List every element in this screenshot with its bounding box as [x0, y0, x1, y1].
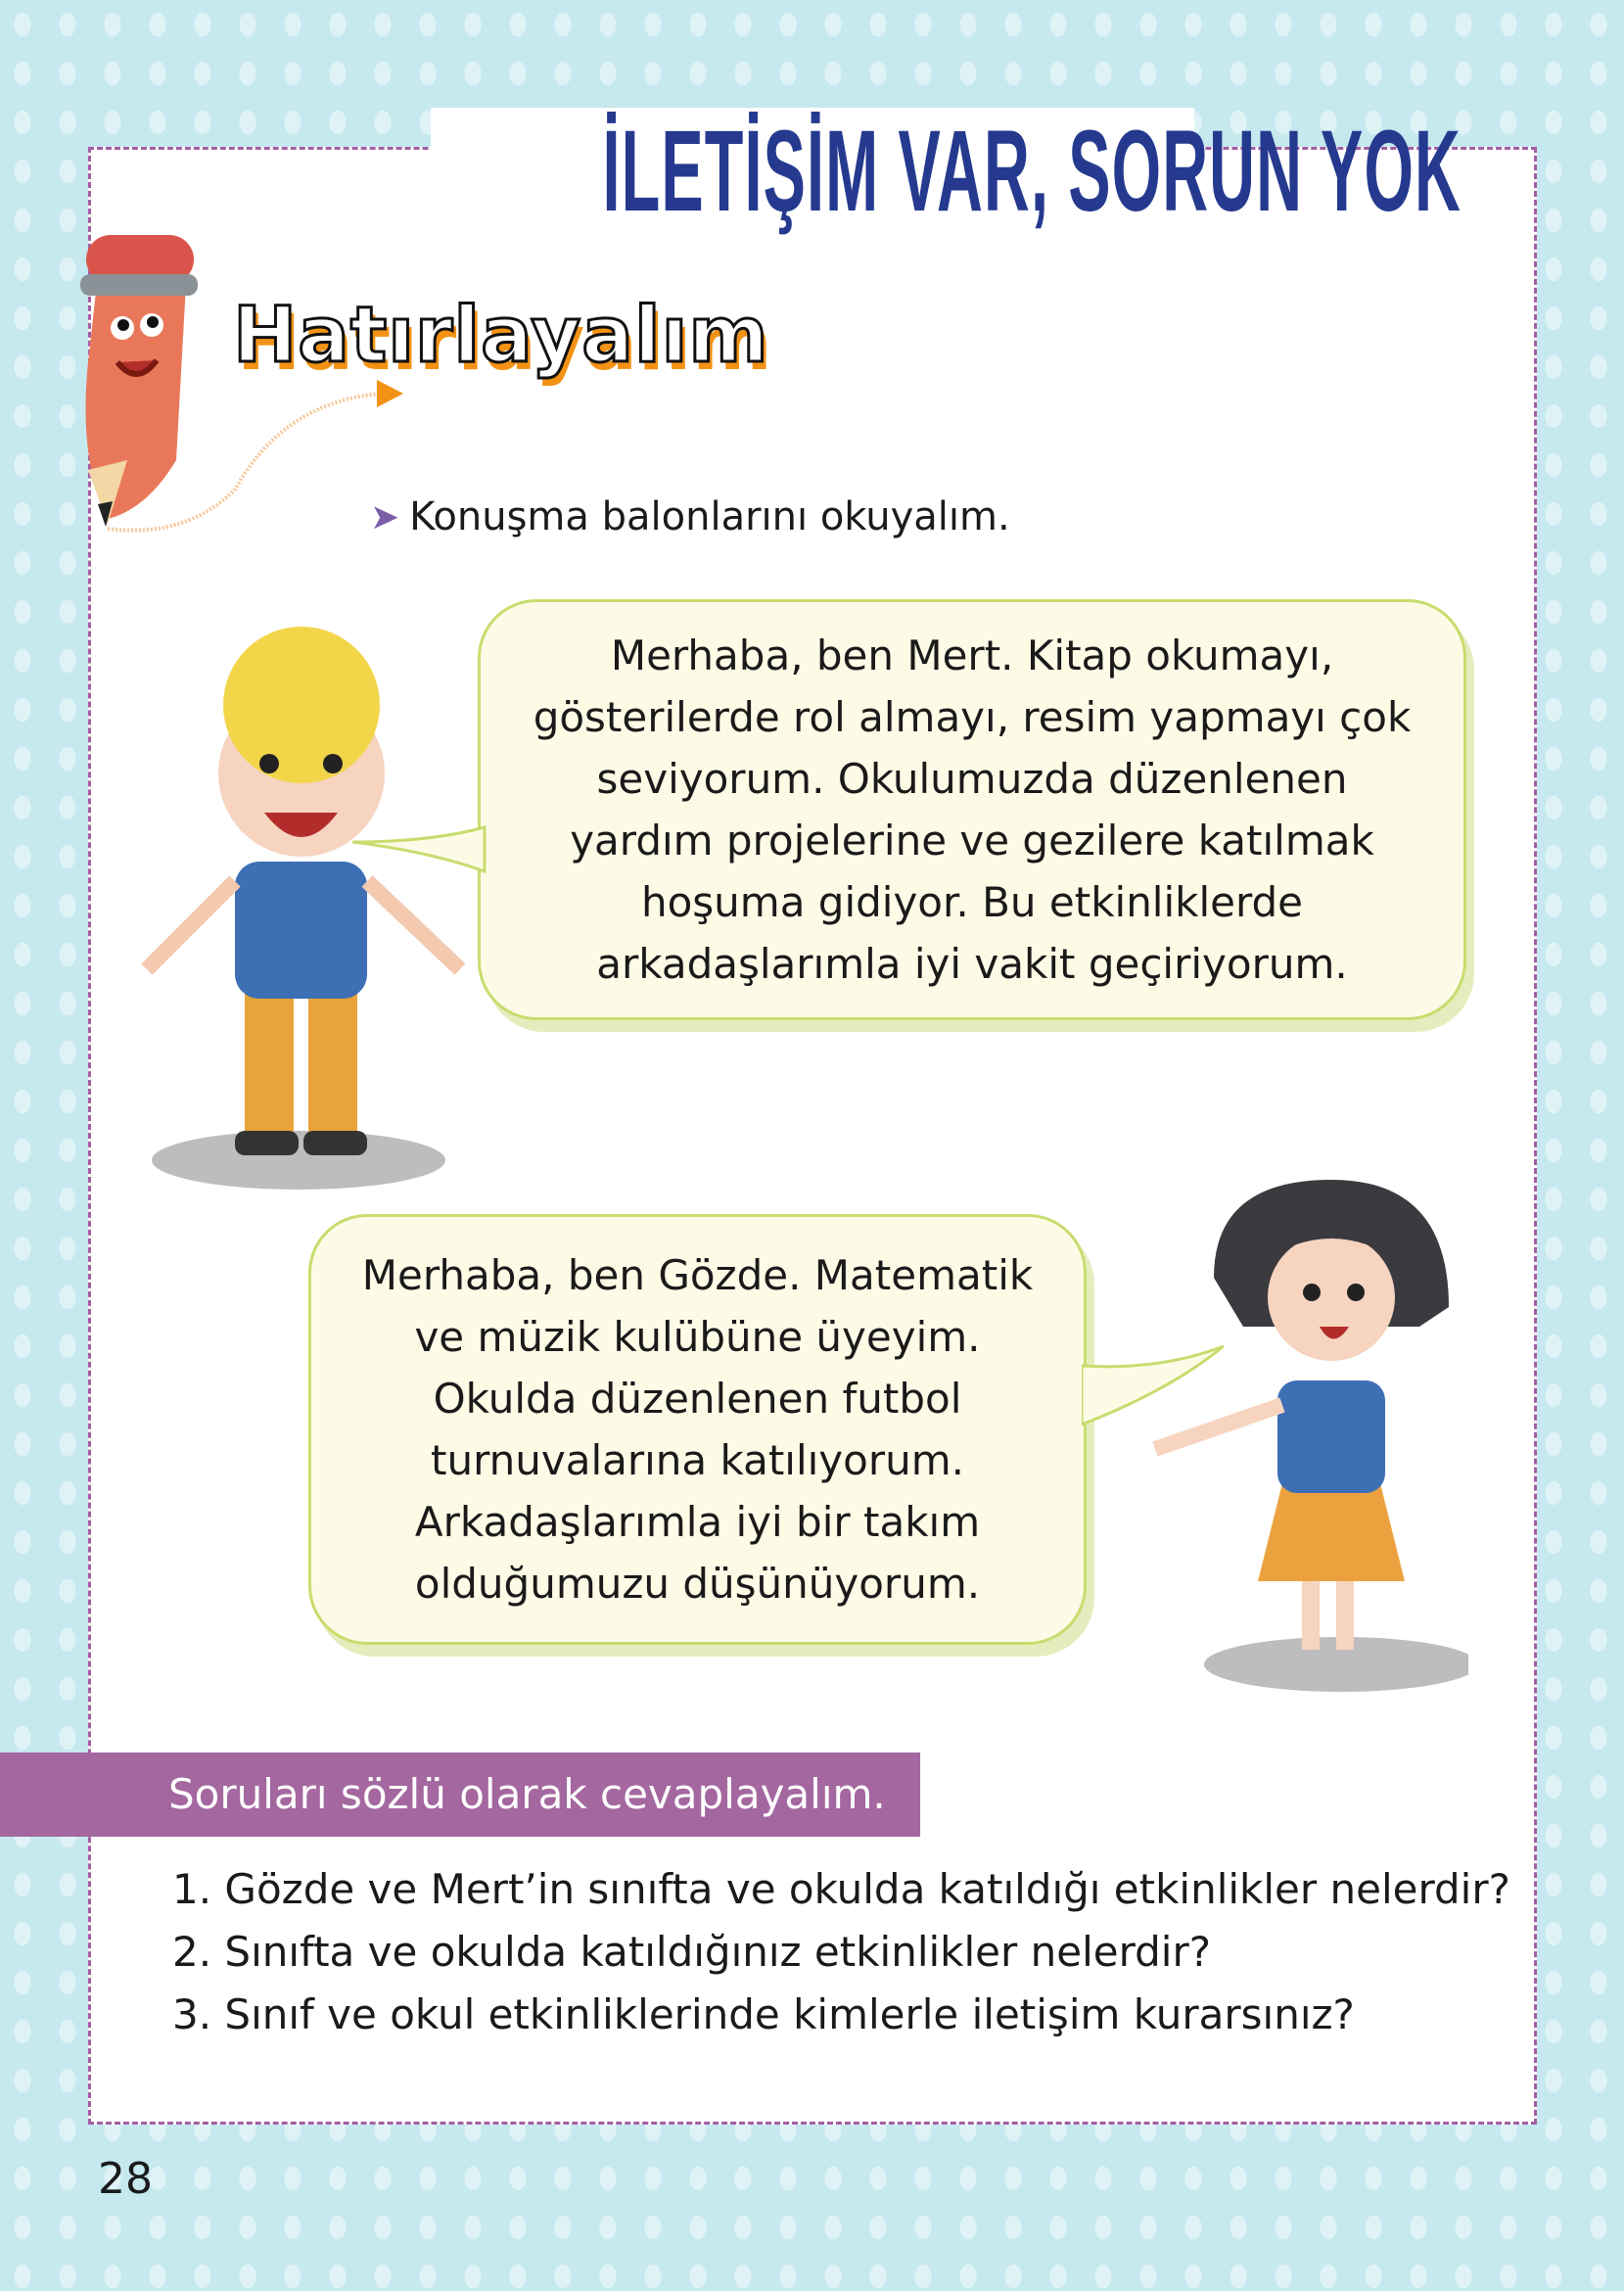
page-title: İLETİŞİM VAR, SORUN YOK: [602, 107, 1462, 236]
question-item: 1. Gözde ve Mert’in sınıfta ve okulda katıldığı etkinlikler nelerdir?: [172, 1865, 1510, 1913]
questions-banner: Soruları sözlü olarak cevaplayalım.: [0, 1753, 920, 1837]
question-item: 2. Sınıfta ve okulda katıldığınız etkinlikler nelerdir?: [172, 1928, 1212, 1976]
question-item: 3. Sınıf ve okul etkinliklerinde kimlerle iletişim kurarsınız?: [172, 1990, 1355, 2038]
title-area: [431, 107, 1462, 236]
speech-text-gozde: Merhaba, ben Gözde. Matematik ve müzik kulübüne üyeyim. Okulda düzenlenen futbol turnuvalarına katılıyorum. Arkadaşlarımla iyi bir takım olduğumuzu düşünüyorum.: [361, 1251, 1034, 1608]
bubble-tail-gozde: [1082, 1341, 1229, 1429]
section-title: Hatırlayalım: [233, 292, 769, 380]
arrow-curve-icon: [98, 372, 411, 538]
speech-bubble-gozde: [308, 1214, 1087, 1645]
page-number: 28: [98, 2154, 153, 2204]
bubble-tail-mert: [352, 822, 489, 881]
instruction: [370, 494, 1010, 539]
girl-character-icon: [1136, 1160, 1468, 1699]
questions-list: [172, 1858, 1510, 2046]
instruction-text: Konuşma balonlarını okuyalım.: [409, 494, 1010, 539]
speech-bubble-mert: [478, 599, 1466, 1020]
arrow-bullet-icon: ➤: [370, 496, 400, 538]
speech-text-mert: Merhaba, ben Mert. Kitap okumayı, gösterilerde rol almayı, resim yapmayı çok seviyorum. Okulumuzda düzenlenen yardım projelerine ve gezilere katılmak hoşuma gidiyor. Bu etkinliklerde arkadaşlarımla iyi vakit geçiriyorum.: [533, 631, 1412, 988]
boy-character-icon: [127, 627, 489, 1194]
